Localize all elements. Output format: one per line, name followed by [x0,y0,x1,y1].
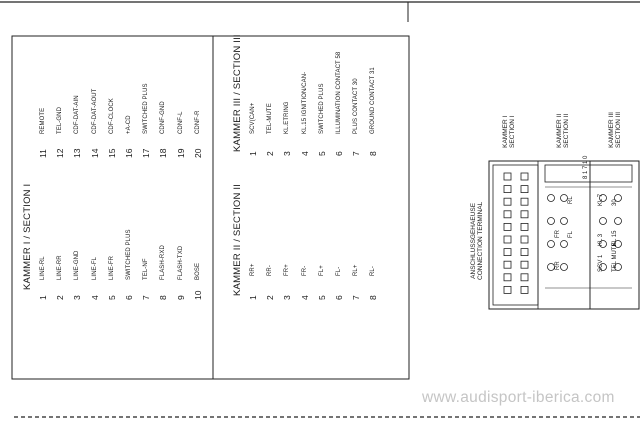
section3-pin-number: 3 [282,151,293,156]
section3-pin-number: 6 [334,151,344,156]
section2-pin-label: FR- [301,265,308,276]
section1-pin-label: SWITCHED PLUS [143,83,150,134]
section1-pin-socket [504,286,511,293]
section1-pin-label: CDNF-R [194,110,201,134]
section3-pin-number: 7 [351,151,362,156]
section1-pin-number: 15 [106,148,117,158]
section1-pin-number: 19 [175,148,186,158]
section3-pin-number: 2 [265,151,276,156]
section1-pin-number: 4 [89,295,100,300]
section1-pin-label: LINE-RL [40,256,46,280]
section2-pin-label: RR- [267,265,274,276]
sec3-p8-label: 30 [612,199,618,206]
section3-pin-socket [615,218,622,225]
section1-pin-label: CDNF-L [177,111,184,134]
sec3-p4-label: KL 15 [612,230,618,246]
section2-pin-number: 7 [351,295,362,300]
section1-pin-number: 11 [38,149,48,158]
section3-pin-number: 5 [316,151,327,156]
section1-pin-number: 10 [192,290,203,300]
section2-pin-label: FL- [336,266,342,276]
section3-pin-label: PLUS CONTACT 30 [353,78,360,134]
section1-pin-number: 12 [55,148,66,158]
section1-pin-number: 20 [192,148,203,158]
section1-pin-label: REMOTE [40,107,46,134]
connector-label: ANSCHLUSSGEHAEUSE CONNECTION TERMINAL [470,201,484,280]
section1-pin-number: 1 [38,295,48,300]
section3-pin-label: GROUND CONTACT 31 [370,67,377,134]
section1-pin-socket [521,186,528,193]
section1-pin-socket [521,173,528,180]
section3-pin-socket [600,218,607,225]
kammer3-header: KAMMER III SECTION III [608,111,622,148]
section1-pin-socket [504,173,511,180]
section2-pin-socket [548,195,555,202]
section1-pin-label: CDF-DAT-AOUT [91,88,98,134]
section2-pin-socket [561,241,568,248]
section3-pin-label: SWITCHED PLUS [318,83,325,134]
section3-pin-label: TEL-MUTE [267,103,274,134]
sec2-fl-label: FL [568,230,574,238]
section1-pin-label: FLASH-TXD [177,245,184,280]
section2-pin-socket [561,264,568,271]
section2-pin-socket [548,241,555,248]
sec3-p7-label: KL 7 [598,193,604,206]
section2-pin-number: 1 [248,295,258,300]
section1-pin-socket [521,211,528,218]
section1-pin-label: CDF-CLOCK [108,98,115,134]
section1-pin-label: LINE-FL [91,256,98,280]
section1-pin-label: BOSE [194,262,201,280]
section1-pin-number: 2 [55,295,66,300]
section1-pin-label: SWITCHED PLUS [126,229,132,280]
section3-pin-label: SCV(CAN+ [250,102,256,134]
section1-pin-socket [504,198,511,205]
section3-pin-label: KL.15 IGNITION/CAN- [301,71,308,134]
sec2-rr-label: RR [555,261,561,270]
section3-title: KAMMER III / SECTION III [232,34,243,152]
sec3-p1-label: SCV 1 [598,254,604,272]
section2-pin-socket [548,218,555,225]
section1-pin-socket [504,223,511,230]
section1-pin-label: CDNF-GND [160,101,167,134]
sec3-p2-label: TEL MUTE [612,242,618,272]
section1-pin-number: 8 [158,295,169,300]
kammer1-header: KAMMER I SECTION I [502,115,516,148]
section1-pin-number: 14 [89,148,100,158]
section1-pin-label: TEL-GND [57,106,64,134]
section2-pin-socket [548,264,555,271]
section2-title: KAMMER II / SECTION II [232,183,243,296]
kammer2-header: KAMMER II SECTION II [556,113,570,148]
watermark: www.audisport-iberica.com [422,389,615,406]
section2-pin-number: 4 [299,295,310,300]
section1-pin-number: 3 [72,295,83,300]
section1-pin-number: 18 [158,148,169,158]
section1-title: KAMMER I / SECTION I [22,183,33,290]
section3-pin-number: 8 [368,151,379,156]
section1-pin-number: 17 [141,148,152,158]
section1-pin-socket [504,211,511,218]
section1-pin-label: LINE-FR [108,255,115,280]
section2-pin-number: 5 [316,295,327,300]
section3-pin-number: 1 [248,151,258,156]
section1-pin-label: CDF-DAT-AIN [74,95,81,134]
section3-pin-number: 4 [299,151,310,156]
top-box-label: 8 1 7 1 0 [583,155,589,179]
section2-pin-number: 3 [282,295,293,300]
section2-pin-number: 6 [334,295,344,300]
section2-pin-socket [561,218,568,225]
section1-pin-label: +A-CD [126,115,132,134]
section1-pin-socket [504,249,511,256]
section1-pin-socket [504,186,511,193]
section1-pin-socket [521,198,528,205]
section2-pin-label: FL+ [318,265,325,276]
section1-pin-number: 13 [72,148,83,158]
section2-pin-label: RL- [370,266,377,276]
section3-pin-label: ILLUMINATION CONTACT 58 [336,51,342,134]
sec2-rl-label: RL [568,196,574,204]
section1-pin-socket [504,274,511,281]
section3-pin-label: KL.ETRING [284,101,291,134]
section2-pin-label: RL+ [353,264,360,276]
section2-pin-number: 8 [368,295,379,300]
section1-pin-label: FLASH-RXD [160,245,167,280]
section1-pin-socket [521,274,528,281]
section1-pin-socket [504,236,511,243]
sec2-fr-label: FR [555,230,561,238]
section1-pin-number: 5 [106,295,117,300]
section1-pin-number: 6 [124,295,134,300]
section1-pin-socket [521,261,528,268]
section1-pin-socket [521,236,528,243]
section1-pin-socket [521,223,528,230]
sec3-p3-label: KL 3 [598,233,604,246]
section2-pin-label: RR+ [250,263,256,276]
section2-pin-number: 2 [265,295,276,300]
section2-pin-socket [561,195,568,202]
section1-pin-label: TEL-NF [143,258,150,280]
section1-pin-label: LINE-RR [57,255,64,280]
section1-pin-socket [521,249,528,256]
section2-pin-label: FR+ [284,264,291,276]
section1-pin-socket [504,261,511,268]
section1-pin-label: LINE-GND [74,250,81,280]
section1-pin-number: 7 [141,295,152,300]
section1-pin-number: 16 [124,148,134,158]
section1-pin-number: 9 [175,295,186,300]
section1-pin-socket [521,286,528,293]
